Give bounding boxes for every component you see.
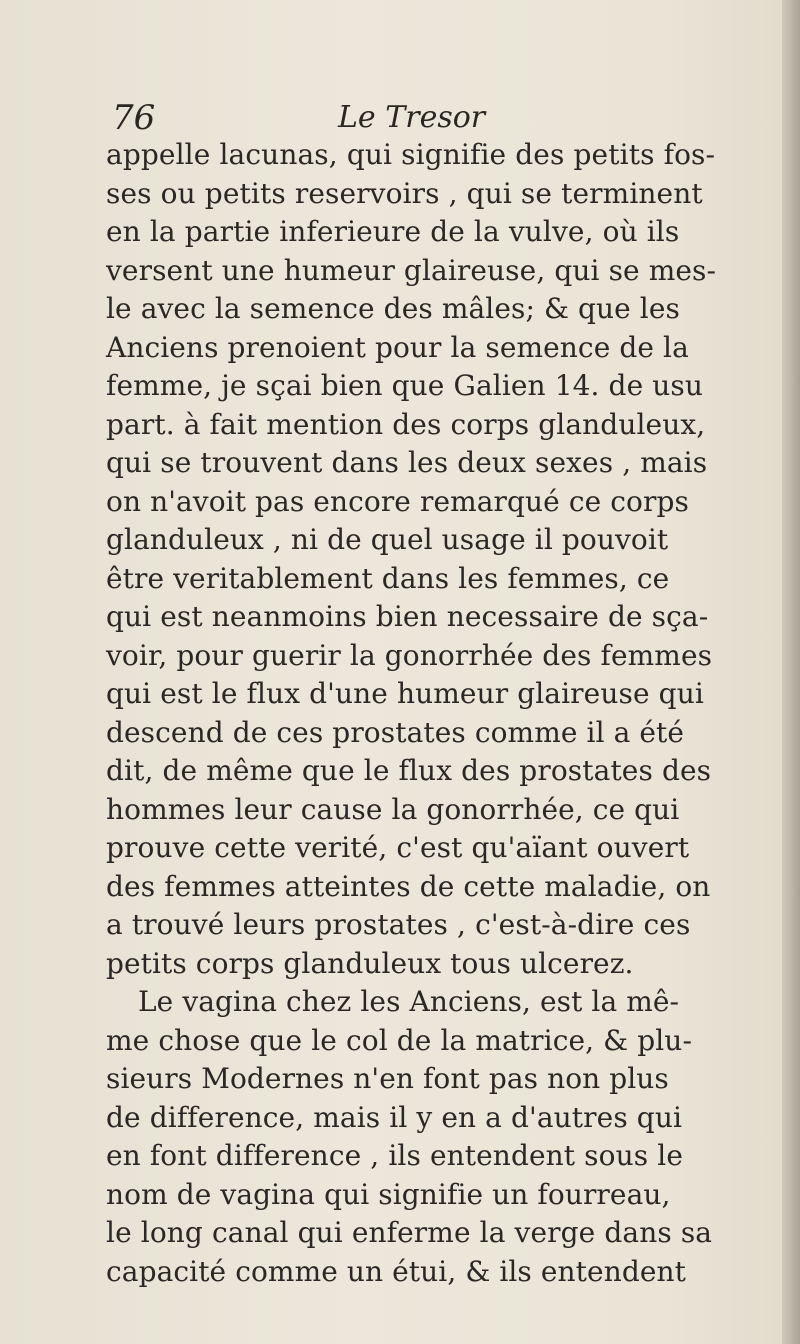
page-number: 76 xyxy=(112,98,156,138)
text-line: capacité comme un étui, & ils entendent xyxy=(106,1254,686,1288)
text-line: en la partie inferieure de la vulve, où ils xyxy=(106,215,680,248)
text-line: appelle lacunas, qui signifie des petits fos- xyxy=(106,138,716,171)
text-line: de difference, mais il y en a d'autres qui xyxy=(106,1100,683,1134)
text-line: Le vagina chez les Anciens, est la mê- xyxy=(138,985,680,1018)
text-line: être veritablement dans les femmes, ce xyxy=(106,561,670,595)
text-line: hommes leur cause la gonorrhée, ce qui xyxy=(106,792,680,826)
text-line: femme, je sçai bien que Galien 14. de usu xyxy=(106,369,704,402)
text-line: a trouvé leurs prostates , c'est-à-dire ces xyxy=(106,908,691,941)
text-line: qui est le flux d'une humeur glaireuse qui xyxy=(106,677,704,710)
text-line: part. à fait mention des corps glanduleux, xyxy=(106,407,706,441)
text-line: Anciens prenoient pour la semence de la xyxy=(106,330,689,364)
body-text xyxy=(106,136,726,1291)
text-line: versent une humeur glaireuse, qui se mes- xyxy=(106,253,717,287)
text-line: glanduleux , ni de quel usage il pouvoit xyxy=(106,523,669,556)
running-head: Le Tresor xyxy=(338,100,486,135)
text-line: qui est neanmoins bien necessaire de sça- xyxy=(106,600,709,633)
page-edge xyxy=(782,0,800,1344)
text-line: descend de ces prostates comme il a été xyxy=(106,715,685,749)
text-line: qui se trouvent dans les deux sexes , mais xyxy=(106,446,708,479)
text-line: on n'avoit pas encore remarqué ce corps xyxy=(106,484,689,518)
text-line: voir, pour guerir la gonorrhée des femmes xyxy=(106,638,713,672)
text-line: des femmes atteintes de cette maladie, on xyxy=(106,869,711,903)
text-line: prouve cette verité, c'est qu'aïant ouvert xyxy=(106,831,690,864)
text-line: sieurs Modernes n'en font pas non plus xyxy=(106,1062,669,1095)
text-line: petits corps glanduleux tous ulcerez. xyxy=(106,946,634,980)
text-line: me chose que le col de la matrice, & plu- xyxy=(106,1023,693,1057)
page-header xyxy=(108,96,708,140)
text-line: le long canal qui enferme la verge dans sa xyxy=(106,1216,713,1249)
text-line: en font difference , ils entendent sous le xyxy=(106,1139,683,1172)
text-line: dit, de même que le flux des prostates des xyxy=(106,754,712,787)
text-line: ses ou petits reservoirs , qui se terminent xyxy=(106,176,703,210)
text-line: nom de vagina qui signifie un fourreau, xyxy=(106,1177,671,1211)
text-line: le avec la semence des mâles; & que les xyxy=(106,292,680,325)
